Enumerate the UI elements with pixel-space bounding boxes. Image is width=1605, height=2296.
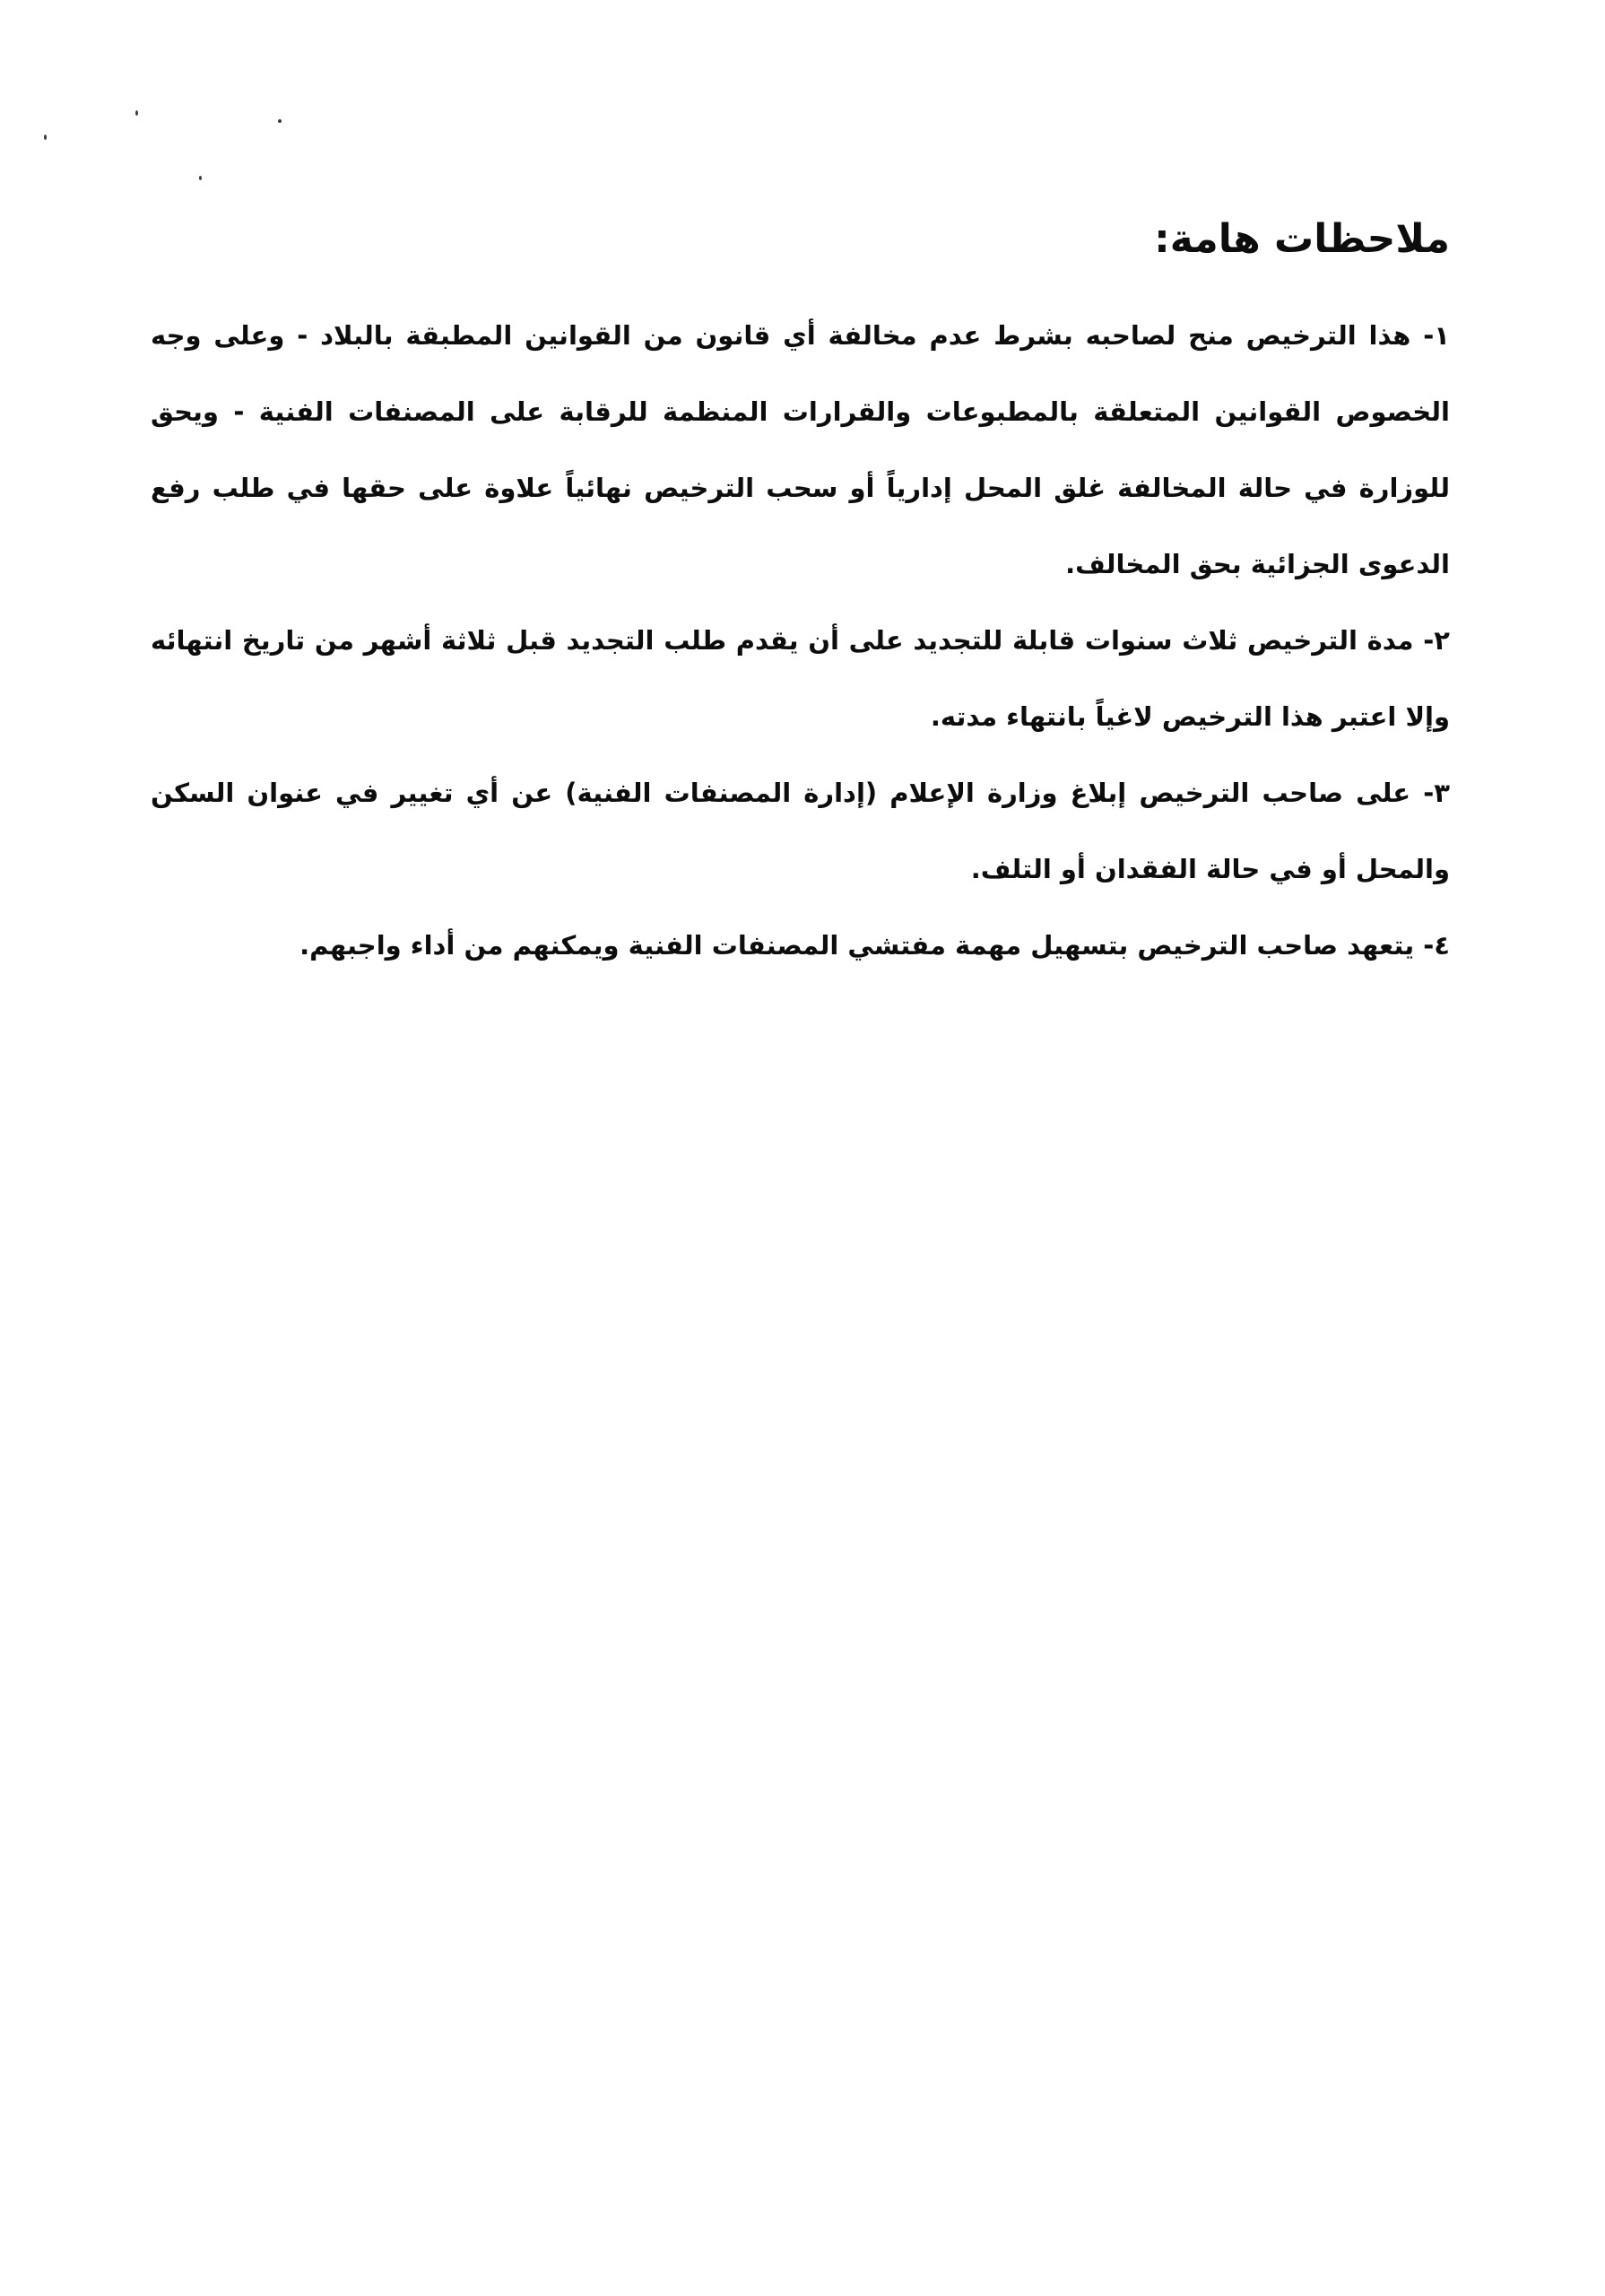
note-item-3 (151, 755, 1450, 908)
note-number: ٢- (1423, 625, 1450, 656)
page-title: ملاحظات هامة: (1154, 216, 1450, 262)
note-text: يتعهد صاحب الترخيص بتسهيل مهمة مفتشي المصنفات الفنية ويمكنهم من أداء واجبهم. (299, 930, 1415, 961)
note-item-4 (151, 908, 1450, 984)
note-text: هذا الترخيص منح لصاحبه بشرط عدم مخالفة أي قانون من القوانين المطبقة بالبلاد - وعلى وجه الخصوص القوانين المتعلقة بالمطبوعات والقرارات المنظمة للرقابة على المصنفات الفنية - ويحق للوزارة في حالة المخالفة غلق المحل إدارياً أو سحب الترخيص نهائياً علاوة على حقها في طلب رفع الدعوى الجزائية بحق المخالف. (151, 320, 1450, 579)
scan-speck (278, 119, 282, 123)
scan-speck (135, 110, 138, 116)
scan-speck (199, 176, 202, 180)
notes-section (151, 212, 1450, 984)
note-item-1 (151, 298, 1450, 603)
note-number: ١- (1423, 320, 1450, 351)
note-text: على صاحب الترخيص إبلاغ وزارة الإعلام (إدارة المصنفات الفنية) عن أي تغيير في عنوان السكن والمحل أو في حالة الفقدان أو التلف. (151, 778, 1450, 884)
note-number: ٣- (1423, 778, 1450, 808)
scan-speck (44, 135, 47, 140)
note-item-2 (151, 603, 1450, 755)
note-number: ٤- (1423, 930, 1450, 961)
note-text: مدة الترخيص ثلاث سنوات قابلة للتجديد على أن يقدم طلب التجديد قبل ثلاثة أشهر من تاريخ انتهائه وإلا اعتبر هذا الترخيص لاغياً بانتهاء مدته. (151, 625, 1450, 732)
